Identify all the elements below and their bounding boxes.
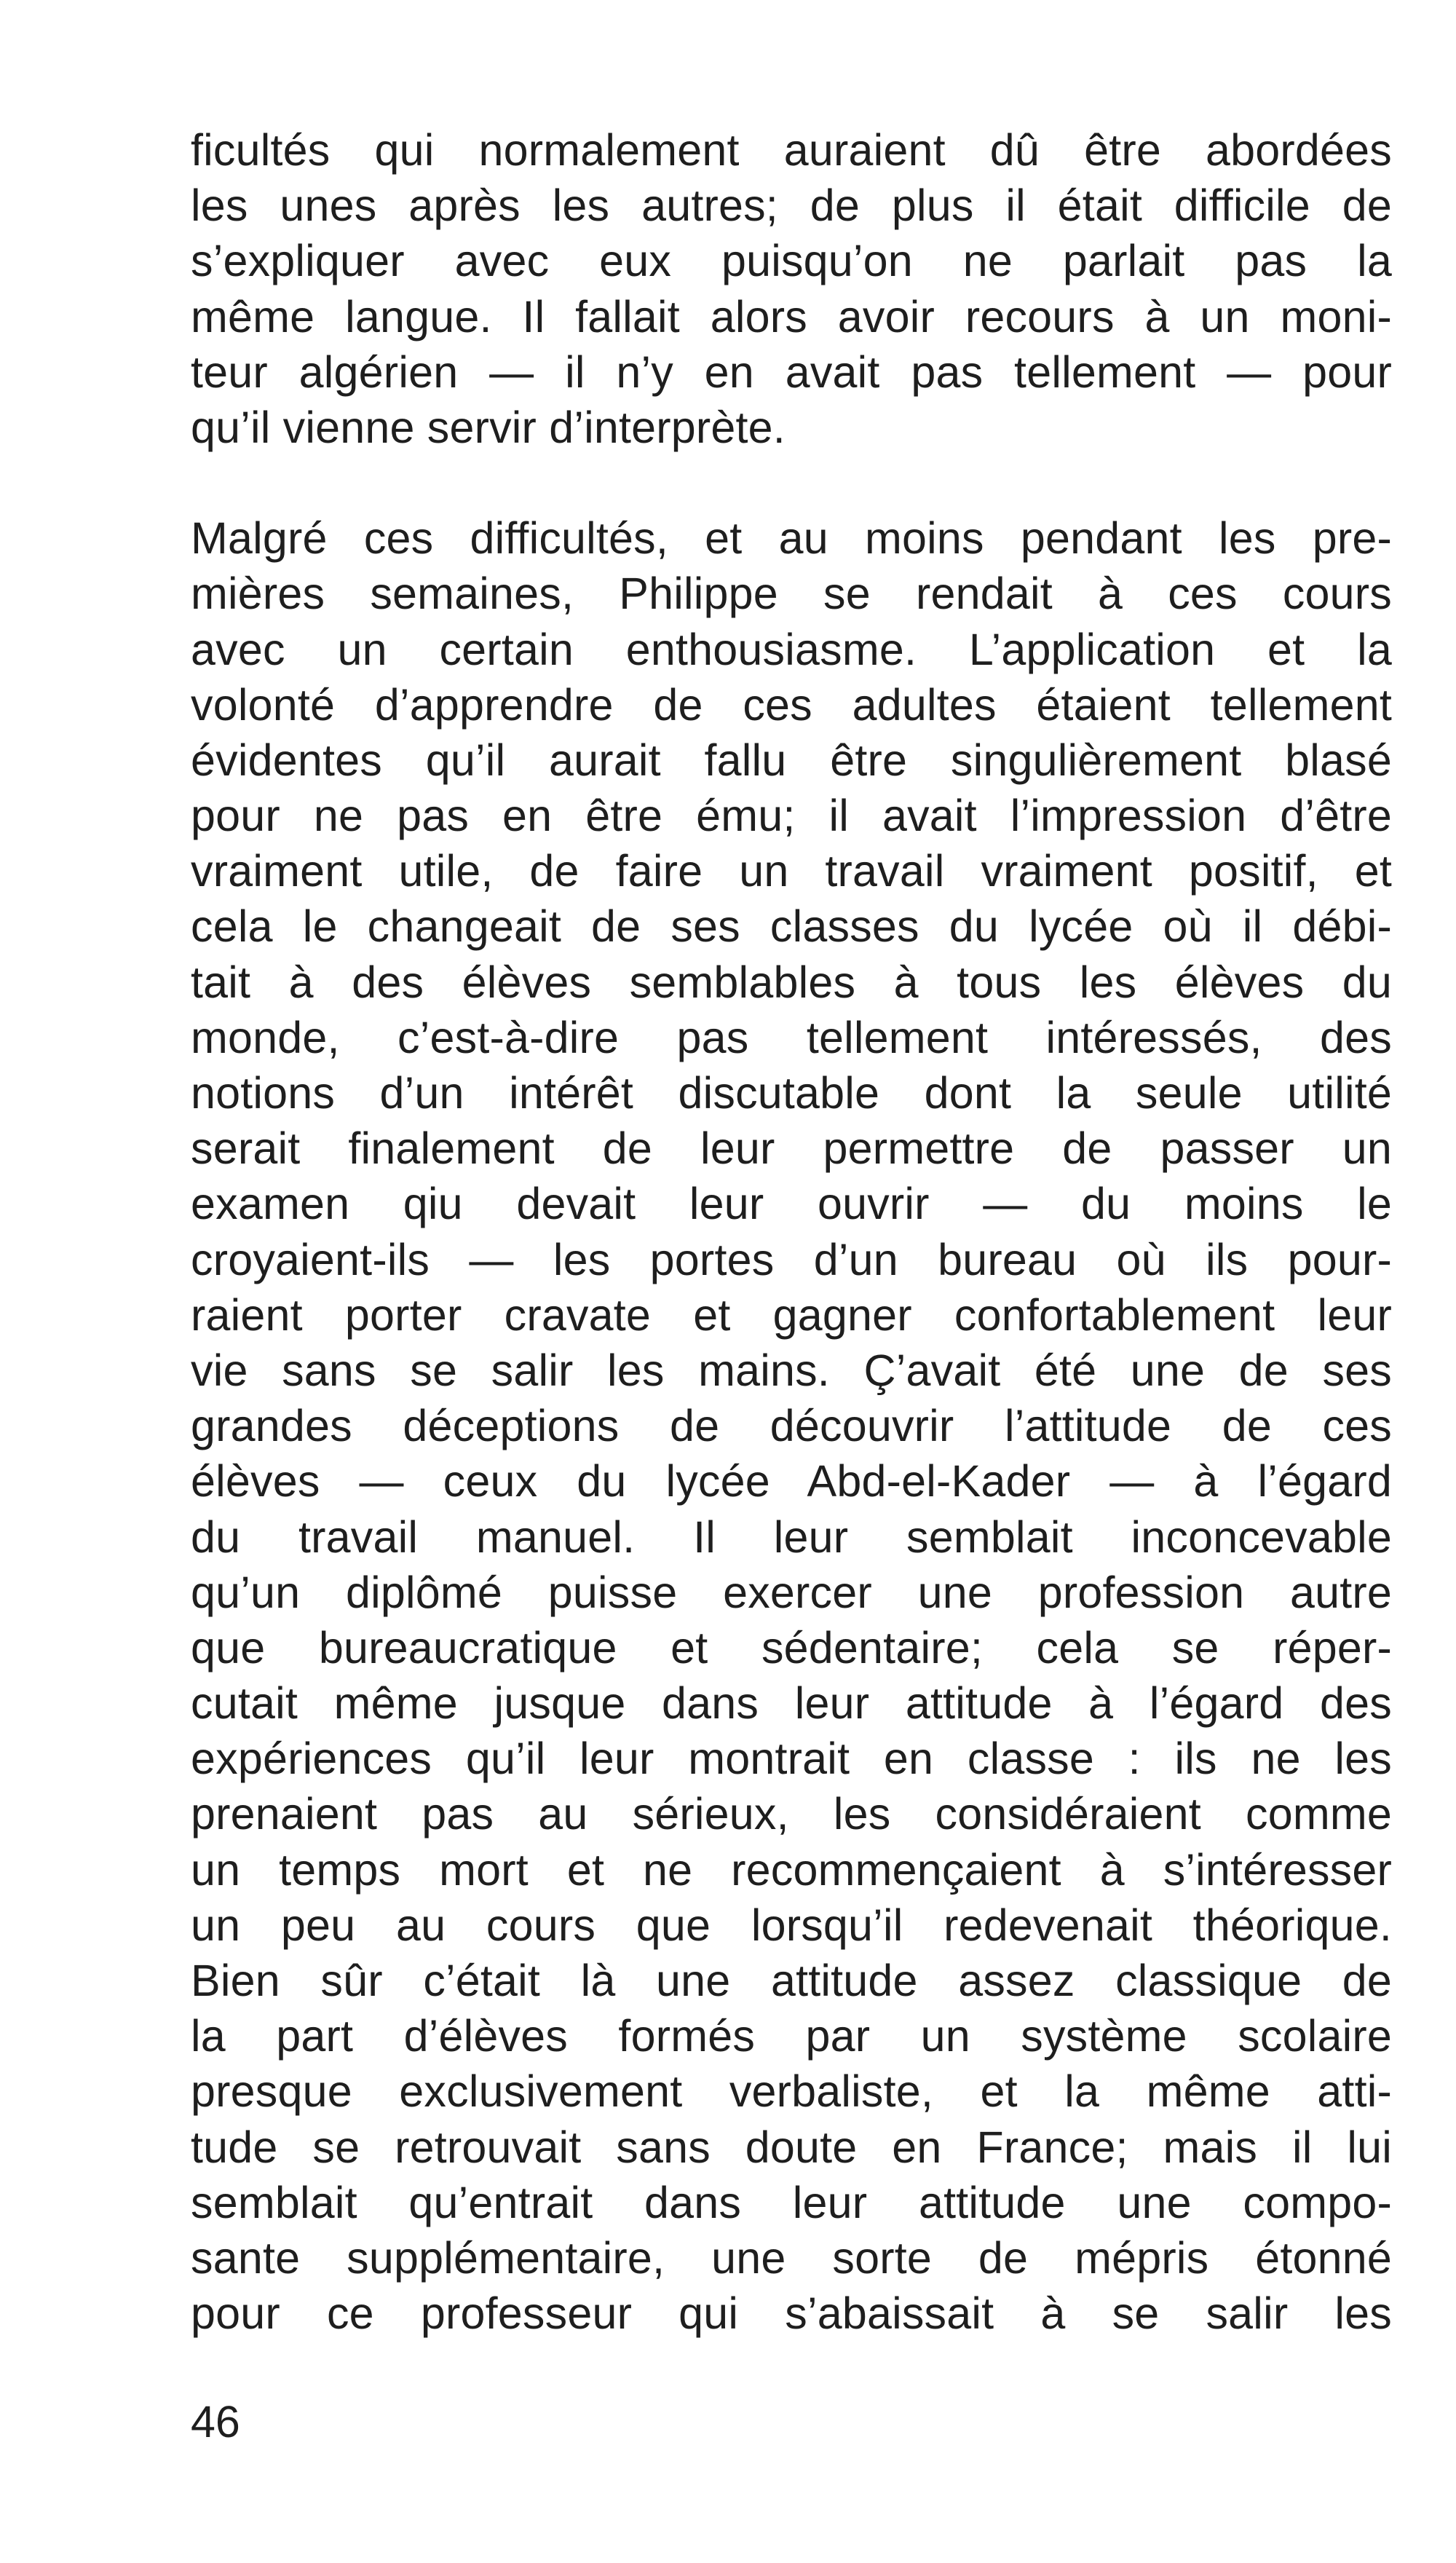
text-line: Bien sûr c’était là une attitude assez classique de bbox=[191, 1956, 1392, 2005]
text-line: presque exclusivement verbaliste, et la même atti- bbox=[191, 2066, 1392, 2117]
text-line: la part d’élèves formés par un système scolaire bbox=[191, 2011, 1392, 2061]
text-line: pour ce professeur qui s’abaissait à se salir les bbox=[191, 2288, 1392, 2339]
paragraph-1 bbox=[191, 122, 1392, 455]
text-line: un temps mort et ne recommençaient à s’intéresser bbox=[191, 1844, 1392, 1895]
text-line: raient porter cravate et gagner confortablement leur bbox=[191, 1290, 1392, 1340]
text-line: tait à des élèves semblables à tous les élèves du bbox=[191, 957, 1392, 1007]
text-line: tude se retrouvait sans doute en France; mais il lui bbox=[191, 2122, 1392, 2172]
paragraph-gap bbox=[191, 455, 1392, 510]
text-line: cutait même jusque dans leur attitude à l’égard des bbox=[191, 1678, 1392, 1729]
text-line: prenaient pas au sérieux, les considéraient comme bbox=[191, 1789, 1392, 1839]
text-line: vie sans se salir les mains. Ç’avait été une de ses bbox=[191, 1345, 1392, 1395]
text-line: pour ne pas en être ému; il avait l’impression d’être bbox=[191, 791, 1392, 841]
text-line: un peu au cours que lorsqu’il redevenait théorique. bbox=[191, 1900, 1392, 1950]
text-line: que bureaucratique et sédentaire; cela se réper- bbox=[191, 1622, 1392, 1673]
text-line: avec un certain enthousiasme. L’application et la bbox=[191, 624, 1392, 674]
text-line: qu’un diplômé puisse exercer une profession autre bbox=[191, 1567, 1392, 1617]
text-line: vraiment utile, de faire un travail vraiment positif, et bbox=[191, 846, 1392, 896]
text-line: volonté d’apprendre de ces adultes étaient tellement bbox=[191, 679, 1392, 730]
text-line: croyaient-ils — les portes d’un bureau où ils pour- bbox=[191, 1234, 1392, 1284]
text-line: s’expliquer avec eux puisqu’on ne parlait pas la bbox=[191, 236, 1392, 286]
page-number: 46 bbox=[191, 2397, 240, 2446]
text-line: grandes déceptions de découvrir l’attitude de ces bbox=[191, 1401, 1392, 1451]
text-line: même langue. Il fallait alors avoir recours à un moni- bbox=[191, 291, 1392, 341]
text-line: qu’il vienne servir d’interprète. bbox=[191, 402, 786, 452]
text-line: élèves — ceux du lycée Abd-el-Kader — à l’égard bbox=[191, 1456, 1392, 1506]
text-line: ficultés qui normalement auraient dû être abordées bbox=[191, 125, 1392, 175]
text-line: expériences qu’il leur montrait en classe : ils ne les bbox=[191, 1734, 1392, 1784]
text-line: Malgré ces difficultés, et au moins pendant les pre- bbox=[191, 513, 1392, 564]
text-line: les unes après les autres; de plus il était difficile de bbox=[191, 181, 1392, 231]
text-line: semblait qu’entrait dans leur attitude une compo- bbox=[191, 2177, 1392, 2227]
text-line: évidentes qu’il aurait fallu être singulièrement blasé bbox=[191, 735, 1392, 785]
text-line: notions d’un intérêt discutable dont la seule utilité bbox=[191, 1068, 1392, 1118]
text-line: du travail manuel. Il leur semblait inconcevable bbox=[191, 1512, 1392, 1562]
text-line: serait finalement de leur permettre de passer un bbox=[191, 1123, 1392, 1174]
text-line: sante supplémentaire, une sorte de mépris étonné bbox=[191, 2232, 1392, 2283]
paragraph-2 bbox=[191, 510, 1392, 2341]
text-line: cela le changeait de ses classes du lycée où il débi- bbox=[191, 901, 1392, 952]
text-line: examen qiu devait leur ouvrir — du moins le bbox=[191, 1179, 1392, 1229]
text-line: monde, c’est-à-dire pas tellement intéressés, des bbox=[191, 1012, 1392, 1062]
body-text bbox=[191, 122, 1392, 2341]
text-line: teur algérien — il n’y en avait pas tellement — pour bbox=[191, 347, 1392, 397]
text-line: mières semaines, Philippe se rendait à ces cours bbox=[191, 569, 1392, 619]
